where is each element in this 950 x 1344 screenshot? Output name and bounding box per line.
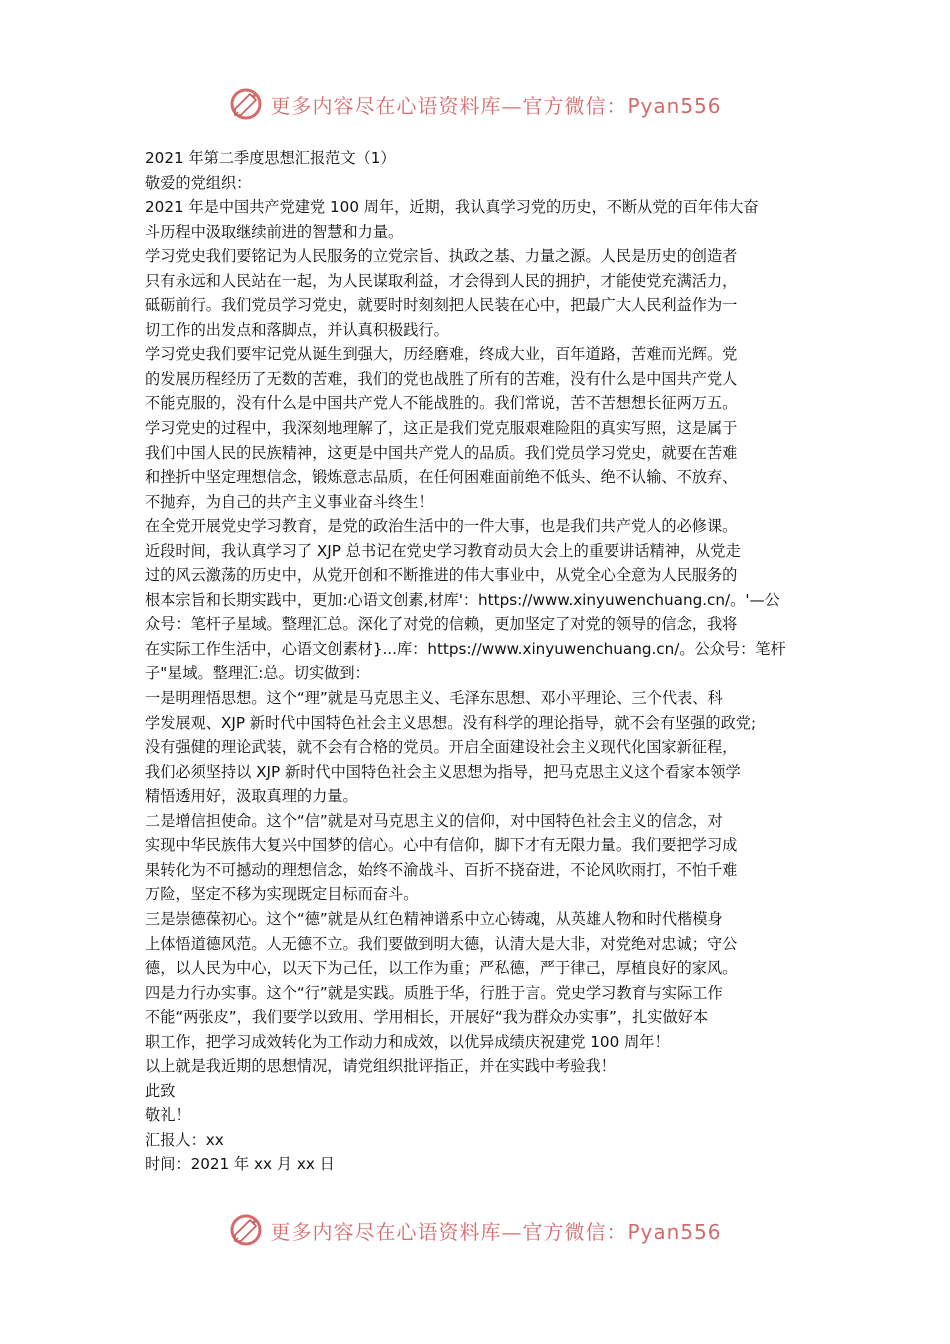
doc-line: 实现中华民族伟大复兴中国梦的信心。心中有信仰，脚下才有无限力量。我们要把学习成: [145, 836, 738, 855]
doc-line: 万险，坚定不移为实现既定目标而奋斗。: [145, 885, 419, 904]
doc-line: 砥砺前行。我们党员学习党史，就要时时刻刻把人民装在心中，把最广大人民利益作为一: [145, 296, 738, 315]
doc-line: 果转化为不可撼动的理想信念，始终不渝战斗、百折不挠奋进，不论风吹雨打，不怕千难: [145, 860, 738, 879]
doc-line: 斗历程中汲取继续前进的智慧和力量。: [145, 222, 404, 241]
doc-line: 学发展观、XJP 新时代中国特色社会主义思想。没有科学的理论指导，就不会有坚强的政党;: [145, 713, 757, 732]
doc-line: 我们必须坚持以 XJP 新时代中国特色社会主义思想为指导，把马克思主义这个看家本领学: [145, 762, 741, 781]
watermark-text-cn: 更多内容尽在心语资料库—官方微信：: [270, 93, 628, 118]
doc-line: 没有强健的理论武装，就不会有合格的党员。开启全面建设社会主义现代化国家新征程，: [145, 738, 738, 757]
doc-line: 三是崇德葆初心。这个“德”就是从红色精神谱系中立心铸魂，从英雄人物和时代楷模身: [145, 909, 723, 928]
header-watermark-banner: [0, 84, 950, 124]
closing-cizhi: 此致: [145, 1081, 176, 1100]
pen-circle-logo-icon: [228, 86, 264, 122]
doc-line: 学习党史的过程中，我深刻地理解了，这正是我们党克服艰难险阻的真实写照，这是属于: [145, 419, 738, 438]
doc-line: 近段时间，我认真学习了 XJP 总书记在党史学习教育动员大会上的重要讲话精神，从党走: [145, 541, 741, 560]
doc-title: 2021 年第二季度思想汇报范文（1）: [145, 149, 396, 167]
doc-line: 精悟透用好，汲取真理的力量。: [145, 787, 358, 806]
doc-line: 职工作，把学习成效转化为工作动力和成效，以优异成绩庆祝建党 100 周年！: [145, 1032, 670, 1051]
doc-line: 四是力行办实事。这个“行”就是实践。质胜于华，行胜于言。党史学习教育与实际工作: [145, 983, 723, 1002]
doc-line: 不能克服的，没有什么是中国共产党人不能战胜的。我们常说，苦不苦想想长征两万五。: [145, 394, 738, 413]
footer-watermark-banner: [0, 1210, 950, 1250]
doc-line: 不能“两张皮”，我们要学以致用、学用相长，开展好“我为群众办实事”，扎实做好本: [145, 1008, 709, 1027]
doc-line: 过的风云激荡的历史中，从党开创和不断推进的伟大事业中，从党全心全意为人民服务的: [145, 566, 738, 585]
doc-line: 二是增信担使命。这个“信”就是对马克思主义的信仰，对中国特色社会主义的信念，对: [145, 811, 723, 830]
reporter-line: 汇报人：xx: [145, 1130, 224, 1149]
doc-line: 上体悟道德风范。人无德不立。我们要做到明大德，认清大是大非，对党绝对忠诚；守公: [145, 934, 738, 953]
doc-line: 我们中国人民的民族精神，这更是中国共产党人的品质。我们党员学习党史，就要在苦难: [145, 443, 738, 462]
doc-line: 只有永远和人民站在一起，为人民谋取利益，才会得到人民的拥护，才能使党充满活力，: [145, 271, 738, 290]
watermark-wechat-id: Pyan556: [627, 93, 722, 118]
doc-line: 的发展历程经历了无数的苦难，我们的党也战胜了所有的苦难，没有什么是中国共产党人: [145, 369, 738, 388]
doc-line: 2021 年是中国共产党建党 100 周年，近期，我认真学习党的历史，不断从党的百年伟大奋: [145, 198, 759, 217]
doc-line: 众号：笔杆子星域。整理汇总。深化了对党的信赖，更加坚定了对党的领导的信念，我将: [145, 615, 738, 634]
document-body: [145, 146, 810, 1177]
date-line: 时间：2021 年 xx 月 xx 日: [145, 1155, 335, 1174]
pen-circle-logo-icon: [228, 1212, 264, 1248]
doc-line: 学习党史我们要铭记为人民服务的立党宗旨、执政之基、力量之源。人民是历史的创造者: [145, 247, 738, 266]
doc-line: 和挫折中坚定理想信念，锻炼意志品质，在任何困难面前绝不低头、绝不认输、不放弃、: [145, 468, 738, 487]
doc-line: 在全党开展党史学习教育，是党的政治生活中的一件大事，也是我们共产党人的必修课。: [145, 517, 738, 536]
doc-line: 切工作的出发点和落脚点，并认真积极践行。: [145, 320, 449, 339]
doc-line: 以上就是我近期的思想情况，请党组织批评指正，并在实践中考验我！: [145, 1057, 616, 1076]
doc-line: 在实际工作生活中，心语文创素材}...库：https://www.xinyuwenchuang.cn/。公众号：笔杆: [145, 639, 786, 658]
doc-line: 不抛弃，为自己的共产主义事业奋斗终生！: [145, 492, 434, 511]
doc-line: 子"星域。整理汇:总。切实做到：: [145, 664, 370, 683]
watermark-text: [270, 1216, 721, 1245]
salutation: 敬爱的党组织：: [145, 173, 252, 192]
doc-line: 根本宗旨和长期实践中，更加:心语文创素,材库'：https://www.xinyuwenchuang.cn/。'—公: [145, 590, 780, 609]
watermark-text: [270, 90, 721, 119]
closing-jingli: 敬礼！: [145, 1106, 191, 1125]
watermark-wechat-id: Pyan556: [627, 1219, 722, 1244]
doc-line: 德，以人民为中心，以天下为己任，以工作为重；严私德，严于律己，厚植良好的家风。: [145, 959, 738, 978]
doc-line: 学习党史我们要牢记党从诞生到强大，历经磨难，终成大业，百年道路，苦难而光辉。党: [145, 345, 738, 364]
watermark-text-cn: 更多内容尽在心语资料库—官方微信：: [270, 1219, 628, 1244]
doc-line: 一是明理悟思想。这个“理”就是马克思主义、毛泽东思想、邓小平理论、三个代表、科: [145, 689, 723, 708]
